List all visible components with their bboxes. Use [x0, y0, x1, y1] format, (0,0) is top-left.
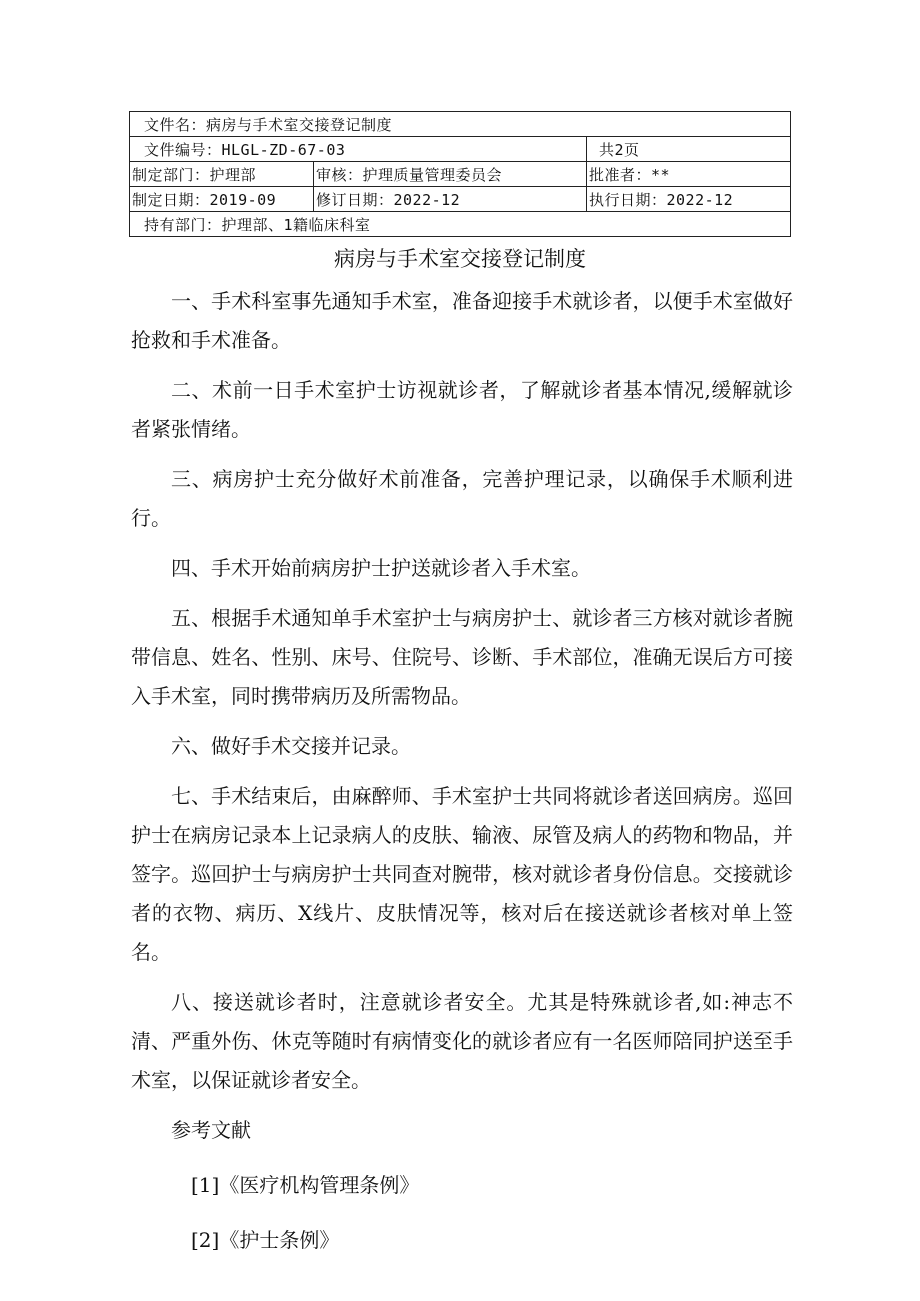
document-body: [131, 282, 793, 1276]
info-row-file-number: [130, 137, 791, 162]
info-row-dates: [130, 187, 791, 212]
info-row-authority: [130, 162, 791, 187]
reviewer-cell: 审核：护理质量管理委员会: [314, 162, 587, 187]
revised-date-cell: 修订日期：2022-12: [314, 187, 587, 212]
reference-item: [2]《护士条例》: [191, 1228, 340, 1252]
paragraph: 六、做好手术交接并记录。: [171, 734, 411, 758]
references-heading: 参考文献: [171, 1118, 251, 1142]
document-info-table: [129, 111, 791, 237]
file-number-cell: 文件编号：HLGL-ZD-67-03: [130, 137, 587, 162]
paragraph: 二、术前一日手术室护士访视就诊者，了解就诊者基本情况,缓解就诊者紧张情绪。: [131, 378, 793, 441]
holders-cell: 持有部门：护理部、1籍临床科室: [130, 212, 791, 237]
created-date-cell: 制定日期：2019-09: [130, 187, 314, 212]
paragraph: 五、根据手术通知单手术室护士与病房护士、就诊者三方核对就诊者腕带信息、姓名、性别、床号、住院号、诊断、手术部位，准确无误后方可接入手术室，同时携带病历及所需物品。: [131, 606, 793, 708]
effective-date-cell: 执行日期：2022-12: [587, 187, 791, 212]
paragraph: 一、手术科室事先通知手术室，准备迎接手术就诊者，以便手术室做好抢救和手术准备。: [131, 289, 793, 352]
paragraph: 四、手术开始前病房护士护送就诊者入手术室。: [171, 556, 591, 580]
reference-item: [1]《医疗机构管理条例》: [191, 1173, 420, 1197]
approver-cell: 批准者：**: [587, 162, 791, 187]
document-title: 病房与手术室交接登记制度: [334, 247, 586, 271]
total-pages-cell: 共2页: [587, 137, 791, 162]
paragraph: 七、手术结束后，由麻醉师、手术室护士共同将就诊者送回病房。巡回护士在病房记录本上记录病人的皮肤、输液、尿管及病人的药物和物品，并签字。巡回护士与病房护士共同查对腕带，核对就诊者身份信息。交接就诊者的衣物、病历、X线片、皮肤情况等，核对后在接送就诊者核对单上签名。: [131, 784, 793, 964]
info-row-holders: [130, 212, 791, 237]
info-row-file-name: [130, 112, 791, 137]
department-cell: 制定部门：护理部: [130, 162, 314, 187]
paragraph: 三、病房护士充分做好术前准备，完善护理记录，以确保手术顺利进行。: [131, 467, 793, 530]
paragraph: 八、接送就诊者时，注意就诊者安全。尤其是特殊就诊者,如:神志不清、严重外伤、休克等随时有病情变化的就诊者应有一名医师陪同护送至手术室，以保证就诊者安全。: [131, 990, 793, 1092]
file-name-cell: 文件名：病房与手术室交接登记制度: [130, 112, 791, 137]
